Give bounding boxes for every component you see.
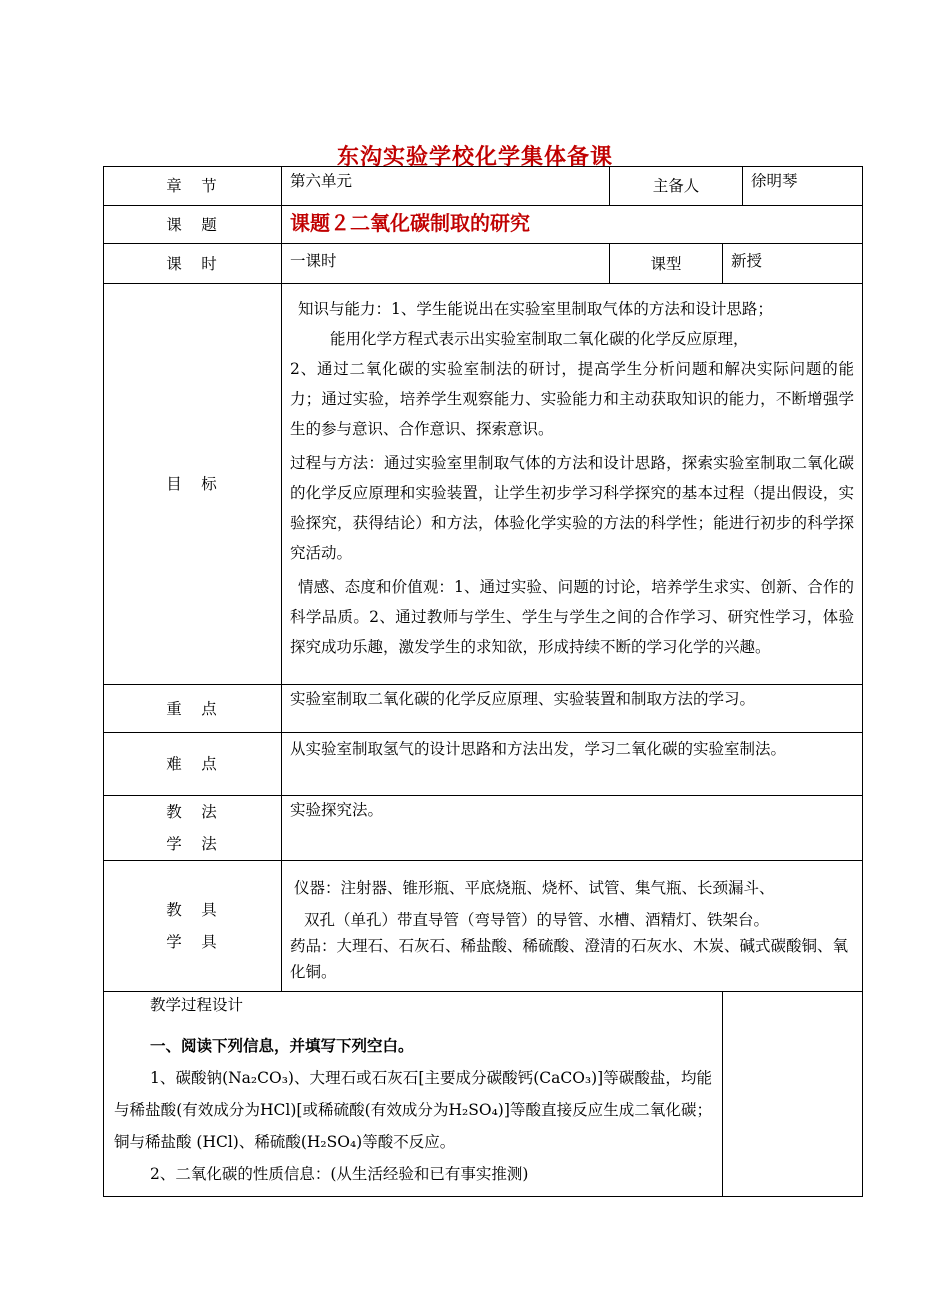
- row-difficulty: [104, 733, 863, 796]
- topic-label: 课 题: [104, 206, 282, 244]
- goals-cell: [282, 284, 863, 685]
- topic-value: 课题２二氧化碳制取的研究: [290, 211, 530, 235]
- method-label: [104, 796, 282, 861]
- type-label: 课型: [610, 244, 723, 284]
- period-label: 课 时: [104, 244, 282, 284]
- preparer-value-cell: [743, 167, 863, 206]
- type-value-cell: [723, 244, 863, 284]
- row-process: [104, 992, 863, 1197]
- teaching-tools-label: 教 具: [166, 901, 219, 919]
- process-section-1: 一、阅读下列信息，并填写下列空白。: [150, 1036, 414, 1055]
- method-cell: [282, 796, 863, 861]
- row-keypoint: [104, 685, 863, 733]
- row-topic: [104, 206, 863, 244]
- row-method: [104, 796, 863, 861]
- tools-reagents: 药品：大理石、石灰石、稀盐酸、稀硫酸、澄清的石灰水、木炭、碱式碳酸铜、氧化铜。: [290, 937, 849, 981]
- tools-cell: [282, 861, 863, 992]
- learning-method-label: 学 法: [166, 835, 219, 853]
- tools-instruments: 仪器：注射器、锥形瓶、平底烧瓶、烧杯、试管、集气瓶、长颈漏斗、: [294, 879, 775, 897]
- process-side-cell: [723, 992, 863, 1197]
- preparer-value: 徐明琴: [751, 172, 798, 190]
- method-value: 实验探究法。: [290, 801, 384, 819]
- period-value: 一课时: [290, 252, 337, 270]
- goals-process: 过程与方法：通过实验室里制取气体的方法和设计思路，探索实验室制取二氧化碳的化学反应原理和实验装置，让学生初步学习科学探究的基本过程（提出假设，实验探究，获得结论）和方法，体验化学实验的方法的科学性；能进行初步的科学探究活动。: [290, 454, 855, 562]
- process-content: [104, 992, 722, 1196]
- keypoint-cell: [282, 685, 863, 733]
- chapter-label: 章 节: [104, 167, 282, 206]
- lesson-plan-table: [103, 166, 863, 1197]
- goals-emotion: 情感、态度和价值观：1、通过实验、问题的讨论，培养学生求实、创新、合作的科学品质。2、通过教师与学生、学生与学生之间的合作学习、研究性学习，体验探究成功乐趣，激发学生的求知欲，形成持续不断的学习化学的兴趣。: [290, 578, 855, 656]
- goals-label: 目 标: [104, 284, 282, 685]
- tools-instruments-2: 双孔（单孔）带直导管（弯导管）的导管、水槽、酒精灯、铁架台。: [304, 911, 770, 929]
- process-cell: [104, 992, 723, 1197]
- chapter-value-cell: [282, 167, 610, 206]
- difficulty-cell: [282, 733, 863, 796]
- goals-content: [282, 284, 862, 668]
- document-title: 东沟实验学校化学集体备课: [336, 144, 613, 170]
- row-tools: [104, 861, 863, 992]
- tools-label: [104, 861, 282, 992]
- teaching-method-label: 教 法: [166, 803, 219, 821]
- type-value: 新授: [731, 252, 763, 270]
- process-item-2: 2、二氧化碳的性质信息：(从生活经验和已有事实推测): [150, 1165, 529, 1183]
- preparer-label: 主备人: [610, 167, 743, 206]
- process-item-1: 1、碳酸钠(Na₂CO₃)、大理石或石灰石[主要成分碳酸钙(CaCO₃)]等碳酸盐，均能与稀盐酸(有效成分为HCl)[或稀硫酸(有效成分为H₂SO₄)]等酸直接反应生成二氧化碳；铜与稀盐酸 (HCl)、稀硫酸(H₂SO₄)等酸不反应。: [114, 1069, 712, 1151]
- row-goals: [104, 284, 863, 685]
- row-chapter: [104, 167, 863, 206]
- learning-tools-label: 学 具: [166, 933, 219, 951]
- period-value-cell: [282, 244, 610, 284]
- keypoint-value: 实验室制取二氧化碳的化学反应原理、实验装置和制取方法的学习。: [290, 690, 756, 708]
- goals-knowledge-1: 知识与能力：1、学生能说出在实验室里制取气体的方法和设计思路；: [298, 300, 773, 318]
- difficulty-value: 从实验室制取氢气的设计思路和方法出发，学习二氧化碳的实验室制法。: [290, 740, 787, 758]
- row-period: [104, 244, 863, 284]
- topic-value-cell: [282, 206, 863, 244]
- chapter-value: 第六单元: [290, 172, 353, 190]
- goals-knowledge-2: 能用化学方程式表示出实验室制取二氧化碳的化学反应原理，: [330, 330, 749, 348]
- goals-knowledge-3: 2、通过二氧化碳的实验室制法的研讨，提高学生分析问题和解决实际问题的能力；通过实验，培养学生观察能力、实验能力和主动获取知识的能力，不断增强学生的参与意识、合作意识、探索意识。: [290, 360, 855, 438]
- process-heading: 教学过程设计: [150, 996, 244, 1014]
- difficulty-label: 难 点: [104, 733, 282, 796]
- keypoint-label: 重 点: [104, 685, 282, 733]
- tools-content: [282, 861, 862, 991]
